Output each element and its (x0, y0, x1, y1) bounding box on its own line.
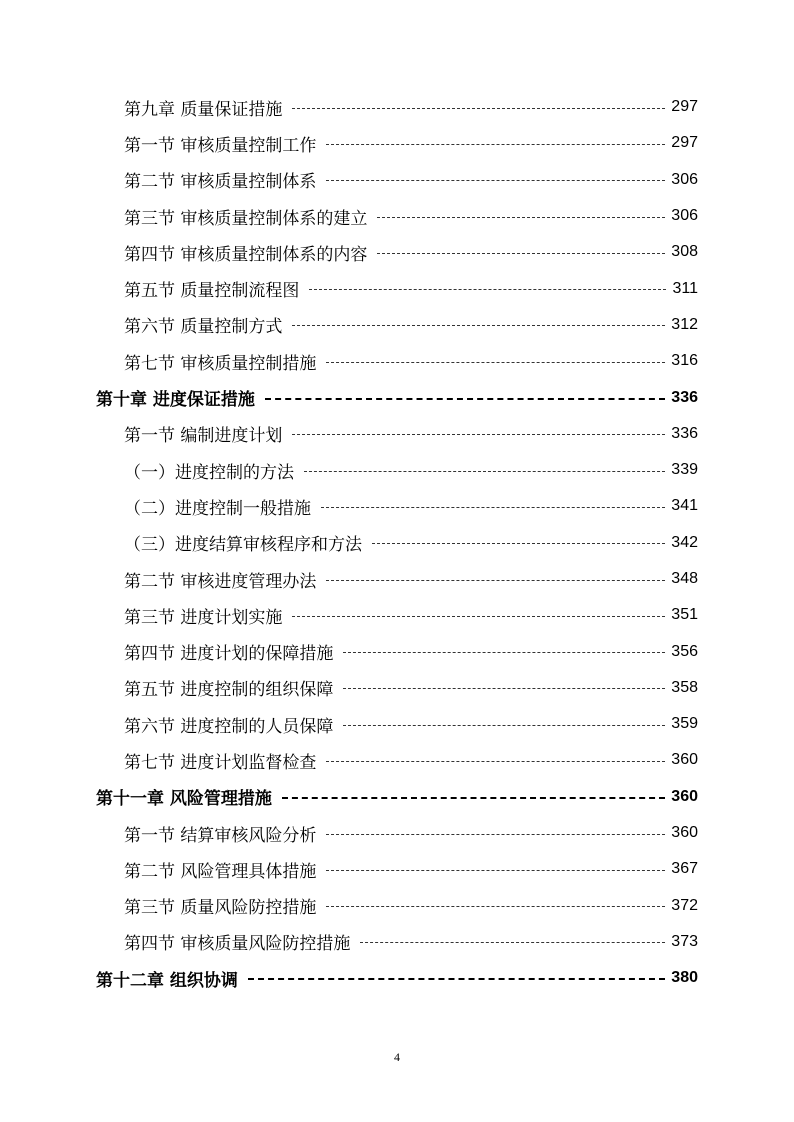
toc-entry-title: 第七节 进度计划监督检查 (124, 752, 317, 773)
toc-entry-title: 第一节 结算审核风险分析 (124, 825, 317, 846)
toc-entry[interactable] (0, 343, 794, 379)
toc-dot-leader (326, 362, 665, 363)
toc-dot-leader (343, 652, 665, 653)
toc-dot-leader (292, 108, 665, 109)
toc-dot-leader (360, 942, 665, 943)
toc-entry-page: 358 (671, 678, 698, 696)
toc-entry-title: 第四节 审核质量控制体系的内容 (124, 244, 368, 265)
toc-entry-page: 359 (671, 715, 698, 733)
toc-dot-leader (265, 398, 665, 400)
toc-entry-page: 297 (671, 98, 698, 116)
toc-entry[interactable] (0, 815, 794, 851)
toc-dot-leader (343, 725, 665, 726)
toc-entry-title: 第二节 审核质量控制体系 (124, 172, 317, 193)
toc-entry-page: 372 (671, 896, 698, 914)
toc-entry-page: 367 (671, 860, 698, 878)
toc-entry[interactable] (0, 234, 794, 270)
toc-entry[interactable] (0, 270, 794, 306)
toc-dot-leader (326, 144, 665, 145)
toc-entry[interactable] (0, 888, 794, 924)
toc-chapter-entry[interactable] (0, 960, 794, 996)
toc-entry-page: 316 (671, 352, 698, 370)
toc-entry[interactable] (0, 742, 794, 778)
toc-entry-page: 351 (671, 606, 698, 624)
toc-entry-title: 第三节 质量风险防控措施 (124, 898, 317, 919)
toc-entry-title: 第六节 进度控制的人员保障 (124, 716, 334, 737)
toc-dot-leader (248, 978, 665, 980)
toc-entry-title: 第四节 审核质量风险防控措施 (124, 934, 351, 955)
toc-entry[interactable] (0, 198, 794, 234)
toc-entry-page: 348 (671, 570, 698, 587)
toc-entry-page: 339 (671, 461, 698, 479)
toc-entry-title: 第十章 进度保证措施 (96, 390, 255, 411)
toc-entry-title: 第一节 编制进度计划 (124, 426, 283, 447)
toc-entry-page: 306 (671, 207, 698, 225)
toc-entry-title: （三）进度结算审核程序和方法 (124, 535, 362, 556)
toc-entry-page: 297 (671, 134, 698, 152)
toc-dot-leader (309, 289, 666, 290)
table-of-contents (0, 89, 794, 996)
toc-dot-leader (304, 471, 665, 472)
toc-entry[interactable] (0, 851, 794, 887)
toc-dot-leader (326, 834, 665, 835)
toc-chapter-entry[interactable] (0, 779, 794, 815)
toc-dot-leader (292, 434, 665, 435)
toc-entry[interactable] (0, 125, 794, 161)
toc-entry[interactable] (0, 924, 794, 960)
toc-entry-title: 第五节 质量控制流程图 (124, 281, 300, 302)
toc-entry[interactable] (0, 452, 794, 488)
toc-entry-page: 336 (671, 424, 698, 442)
toc-entry[interactable] (0, 89, 794, 125)
toc-entry-page: 336 (671, 388, 698, 406)
toc-entry-page: 360 (671, 787, 698, 805)
toc-dot-leader (326, 761, 665, 762)
toc-entry-title: 第三节 进度计划实施 (124, 607, 283, 628)
toc-entry-page: 342 (671, 533, 698, 551)
toc-entry-title: 第一节 审核质量控制工作 (124, 135, 317, 156)
toc-entry[interactable] (0, 670, 794, 706)
toc-entry[interactable] (0, 416, 794, 452)
toc-chapter-entry[interactable] (0, 379, 794, 415)
toc-dot-leader (326, 906, 665, 907)
toc-entry-page: 360 (671, 824, 698, 842)
toc-entry-title: 第五节 进度控制的组织保障 (124, 680, 334, 701)
toc-dot-leader (321, 507, 665, 508)
toc-dot-leader (377, 253, 665, 254)
toc-entry[interactable] (0, 706, 794, 742)
toc-entry-page: 380 (671, 969, 698, 987)
toc-dot-leader (372, 543, 665, 544)
toc-entry-title: （一）进度控制的方法 (124, 462, 294, 483)
toc-entry[interactable] (0, 162, 794, 198)
toc-entry-page: 312 (671, 315, 698, 333)
toc-entry-page: 306 (671, 170, 698, 188)
toc-entry-title: 第十一章 风险管理措施 (96, 789, 272, 810)
toc-entry-page: 356 (671, 642, 698, 660)
toc-entry-title: 第七节 审核质量控制措施 (124, 353, 317, 374)
toc-entry-title: 第四节 进度计划的保障措施 (124, 644, 334, 665)
toc-entry-page: 341 (671, 497, 698, 515)
toc-entry[interactable] (0, 633, 794, 669)
toc-dot-leader (343, 688, 665, 689)
toc-entry-title: 第三节 审核质量控制体系的建立 (124, 208, 368, 229)
toc-dot-leader (377, 217, 665, 218)
toc-entry-title: （二）进度控制一般措施 (124, 498, 311, 519)
toc-entry[interactable] (0, 488, 794, 524)
toc-dot-leader (282, 797, 665, 799)
toc-dot-leader (326, 580, 665, 581)
toc-entry-page: 311 (672, 279, 698, 297)
toc-entry[interactable] (0, 561, 794, 597)
page-number: 4 (394, 1050, 400, 1064)
toc-entry-title: 第十二章 组织协调 (96, 970, 238, 991)
toc-entry-page: 373 (671, 932, 698, 950)
toc-dot-leader (326, 180, 665, 181)
toc-dot-leader (292, 616, 665, 617)
toc-entry[interactable] (0, 525, 794, 561)
toc-dot-leader (326, 870, 665, 871)
toc-entry-page: 360 (671, 751, 698, 769)
toc-entry-page: 308 (671, 243, 698, 261)
toc-dot-leader (292, 325, 665, 326)
toc-entry[interactable] (0, 307, 794, 343)
toc-entry-title: 第九章 质量保证措施 (124, 99, 283, 120)
toc-entry-title: 第二节 审核进度管理办法 (124, 571, 317, 592)
toc-entry-title: 第二节 风险管理具体措施 (124, 861, 317, 882)
toc-entry[interactable] (0, 597, 794, 633)
toc-entry-title: 第六节 质量控制方式 (124, 317, 283, 338)
